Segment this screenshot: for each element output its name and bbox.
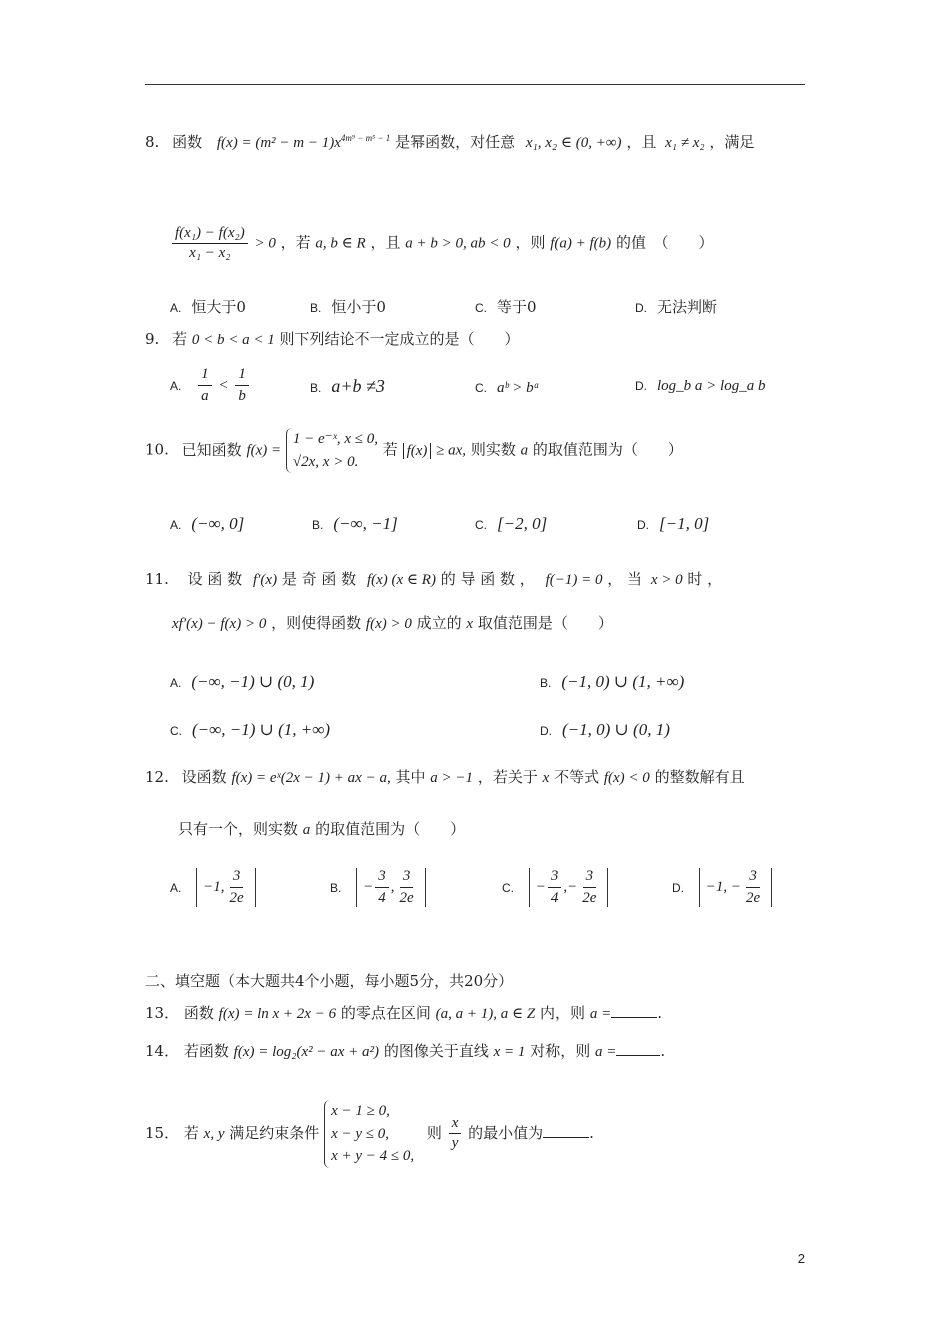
question-number: 15． [145,1123,180,1142]
abs-value: f(x) [403,443,432,459]
option-b[interactable]: B. (−∞, −1] [312,514,398,533]
fraction: $\frac{3}{2e}$ [746,868,761,906]
option-c[interactable]: C. [−2, 0] [475,514,548,533]
option-a[interactable]: A. (−∞, −1) ∪ (0, 1) [170,672,315,691]
question-11-line2: xf′(x) − f(x) > 0 ，则使得函数 f(x) > 0 成立的 x 取值范围是（ ） [172,614,613,632]
question-number: 10. [145,440,169,459]
option-d[interactable]: D. 无法判断 [635,298,718,316]
question-8-line2: $\frac{\text{f(x₁) − f(x₂)}}{\text{x₁ − x₂}}$ > 0 ，若 a, b ∈ R ，且 a + b > 0, ab < 0 ，则 f(a) + f(b) 的值 （ ） [170,226,713,261]
option-a[interactable]: A. 恒大于0 [170,298,246,316]
math-expr: a, b ∈ R [315,235,366,252]
option-b[interactable]: B. a+b ≠3 [310,376,385,396]
fraction: $\frac{x}{y}$ [449,1116,462,1151]
option-a[interactable]: A. (−∞, 0] [170,514,245,533]
option-c[interactable]: C. 等于0 [475,298,537,316]
fraction: $\frac{\text{f(x₁) − f(x₂)}}{\text{x₁ − x₂}}$ [172,226,248,261]
math-expr: 0 < b < a < 1 [191,332,275,348]
question-12-line1: 12. 设函数 f(x) = eˣ(2x − 1) + ax − a, 其中 a > −1 ，若关于 x 不等式 f(x) < 0 的整数解有且 [145,768,745,786]
answer-blank[interactable] [611,1017,657,1018]
answer-blank[interactable] [616,1055,660,1056]
fraction: $\frac{3}{2e}$ [582,868,597,906]
fraction: $\frac{3}{2e}$ [399,868,414,906]
option-c[interactable]: C. aᵇ > bᵃ [475,380,540,396]
fraction: $\frac{3}{4}$ [548,868,562,907]
question-14: 14． 若函数 f(x) = log₂(x² − ax + a²) 的图像关于直线 x = 1 对称，则 a = . [145,1042,666,1060]
question-number: 8. [145,133,160,151]
math-expr: f(x) = (m² − m − 1)x [216,135,341,151]
option-a[interactable]: A. $\frac{1}{a}$ < $\frac{1}{b}$ [170,366,251,405]
question-12-line2: 只有一个，则实数 a 的取值范围为（ ） [178,820,466,838]
page-number: 2 [797,1251,805,1266]
section-heading: 二、填空题（本大题共4个小题，每小题5分，共20分） [145,972,514,990]
question-8-line1: 8. 函数 $f(x) = (m^2 - m - 1)x^{4m^9 - m^5 - 1}$ 是幂函数，对任意 x₁, x₂ ∈ (0, +∞) ，且 x₁ ≠ x₂ ，满足 [145,133,755,151]
option-c[interactable]: C. − $\frac{3}{4}$ ,− $\frac{3}{2e}$ [502,868,608,907]
math-expr: x₁ ≠ x₂ [665,135,705,151]
question-9: 9. 若 0 < b < a < 1 则下列结论不一定成立的是（ ） [145,330,520,348]
option-b[interactable]: B. (−1, 0) ∪ (1, +∞) [540,672,685,691]
fraction: $\frac{3}{4}$ [375,868,389,907]
option-d[interactable]: D. −1, − $\frac{3}{2e}$ [672,868,772,907]
math-expr: f(a) + f(b) [550,235,612,252]
header-rule [145,84,805,85]
piecewise-cases: 1 − e⁻ˣ, x ≤ 0, √2x, x > 0. [286,428,378,473]
option-d[interactable]: D. (−1, 0) ∪ (0, 1) [540,720,670,739]
question-number: 9. [145,330,160,348]
math-expr: x₁, x₂ ∈ (0, +∞) [525,135,622,151]
option-a[interactable]: A. −1, $\frac{3}{2e}$ [170,868,256,907]
option-b[interactable]: B. − $\frac{3}{4}$ , $\frac{3}{2e}$ [330,868,426,907]
question-13: 13． 函数 f(x) = ln x + 2x − 6 的零点在区间 (a, a + 1), a ∈ Z 内，则 a = . [145,1004,662,1022]
question-10: 10. 已知函数 f(x) = 1 − e⁻ˣ, x ≤ 0, √2x, x > 0. 若 f(x) ≥ ax, 则实数 a 的取值范围为（ ） [145,428,683,473]
fraction: $\frac{3}{2e}$ [229,868,244,906]
option-b[interactable]: B. 恒小于0 [310,298,386,316]
option-d[interactable]: D. log_b a > log_a b [635,378,766,394]
question-number: 12. [145,768,169,786]
fraction: $\frac{1}{b}$ [235,366,249,405]
question-number: 11. [145,570,169,588]
question-number: 13． [145,1004,180,1022]
option-c[interactable]: C. (−∞, −1) ∪ (1, +∞) [170,720,331,739]
math-expr: a + b > 0, ab < 0 [405,235,511,252]
answer-blank[interactable] [543,1137,589,1138]
question-11-line1: 11. 设 函 数 f′(x) 是 奇 函 数 f(x) (x ∈ R) 的 导 函 数 ， f(−1) = 0 ， 当 x > 0 时 ， [145,570,723,588]
question-number: 14． [145,1042,180,1060]
constraint-cases: x − 1 ≥ 0, x − y ≤ 0, x + y − 4 ≤ 0, [324,1100,414,1168]
question-15: 15． 若 x, y 满足约束条件 x − 1 ≥ 0, x − y ≤ 0, x + y − 4 ≤ 0, 则 $\frac{x}{y}$ 的最小值为 . [145,1100,594,1168]
option-d[interactable]: D. [−1, 0] [637,514,710,533]
fraction: $\frac{1}{a}$ [198,366,212,405]
math-expr: f(x) = [246,442,282,459]
